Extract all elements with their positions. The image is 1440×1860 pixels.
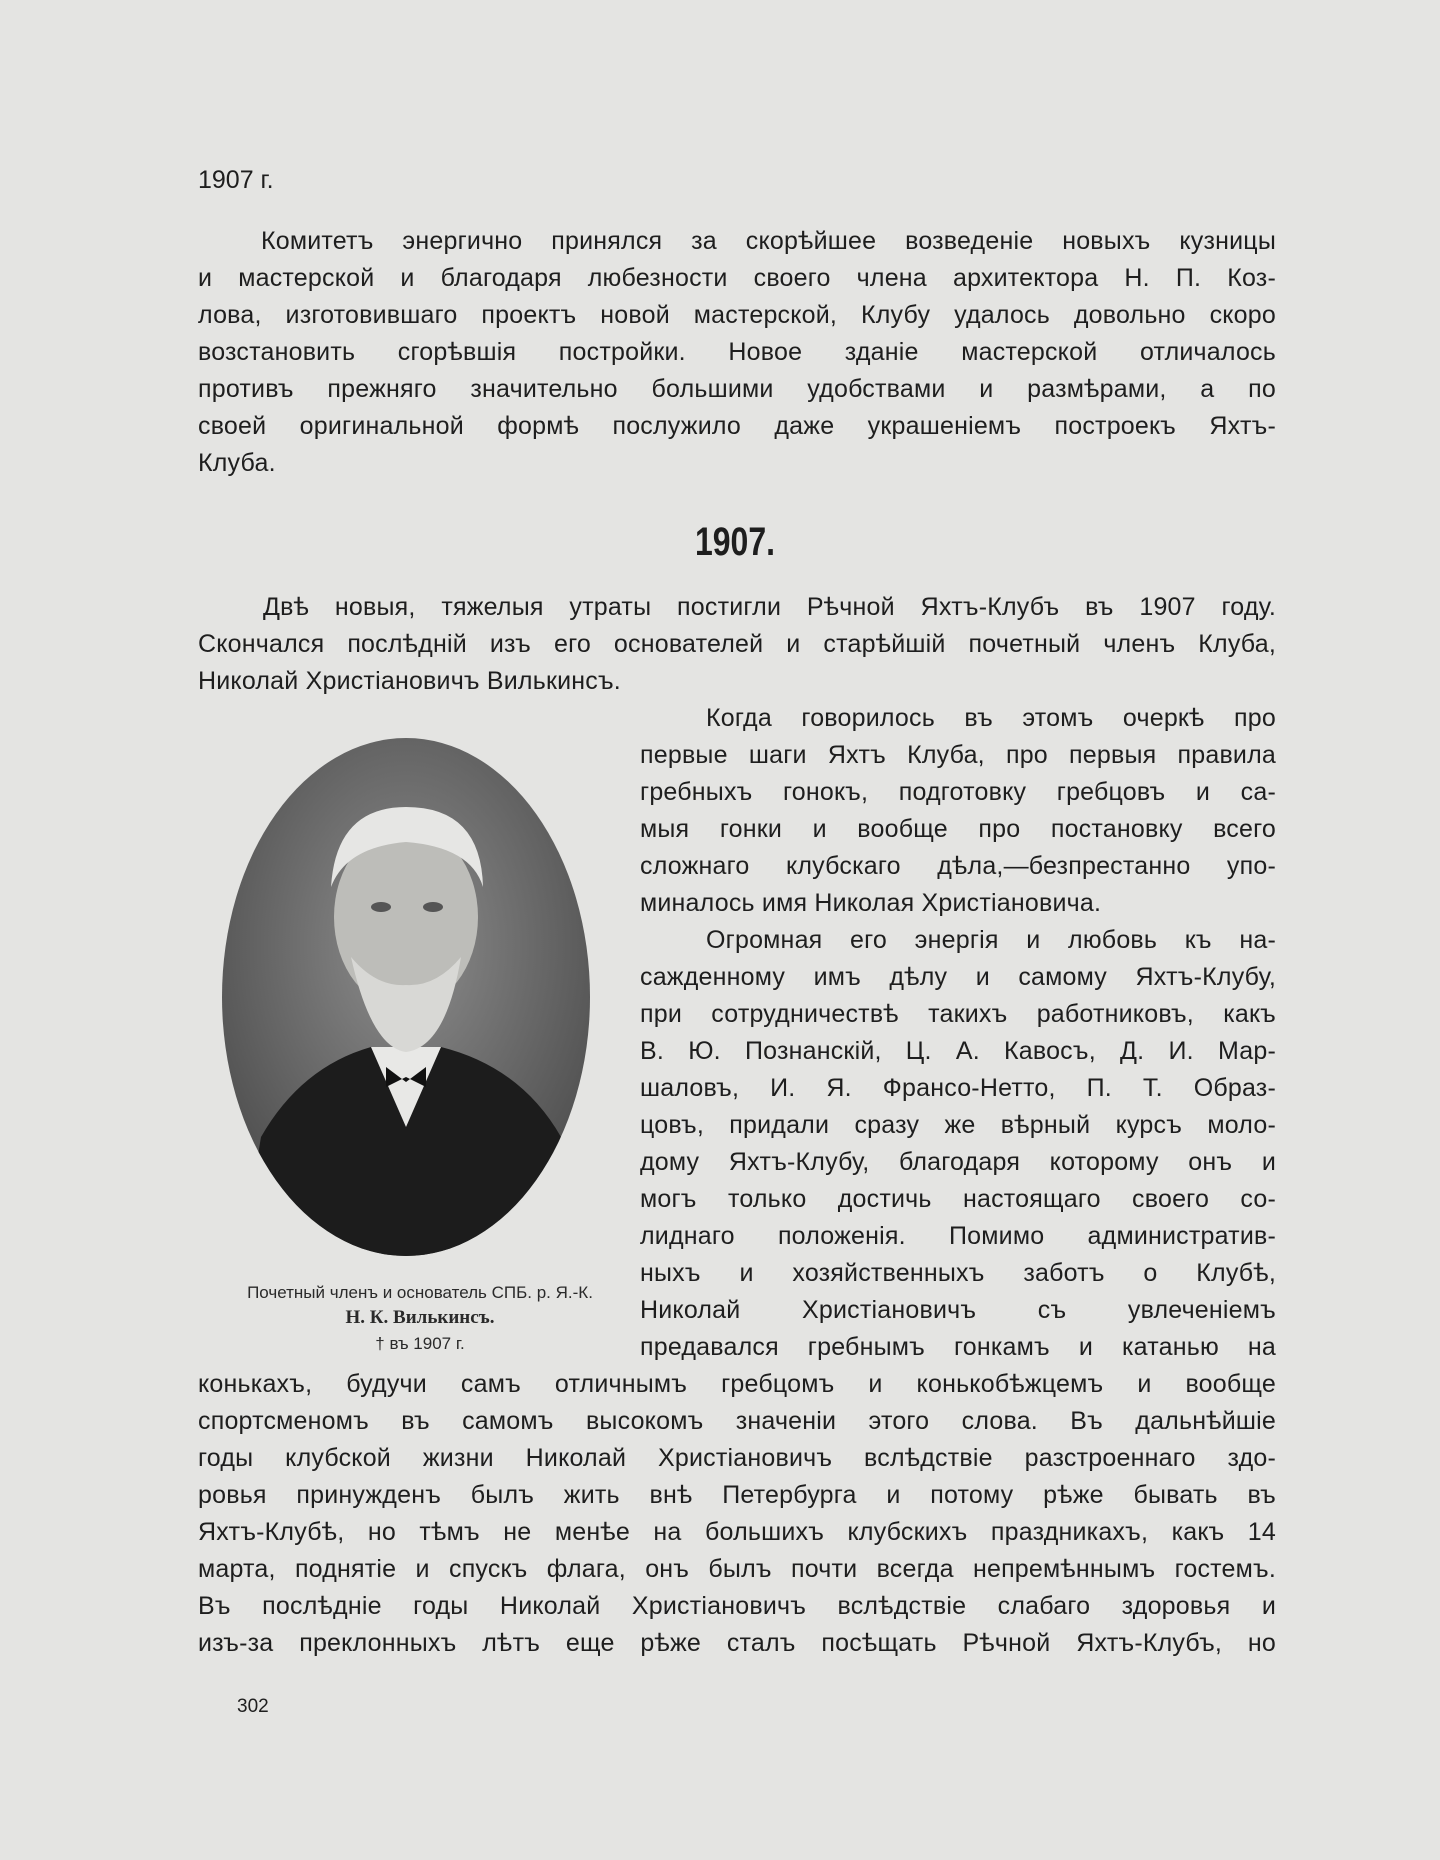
text-line: Комитетъ энергично принялся за скорѣйшее возведенiе новыхъ кузницы: [261, 227, 1276, 255]
text-line: возстановить сгорѣвшiя постройки. Новое зданiе мастерской отличалось: [198, 338, 1276, 366]
text-line: миналось имя Николая Христiановича.: [640, 889, 1102, 917]
photo-caption-died: † въ 1907 г.: [375, 1334, 465, 1353]
text-line: лиднаго положенiя. Помимо административ-: [640, 1222, 1276, 1250]
text-line: шаловъ, И. Я. Франсо-Нетто, П. Т. Образ-: [640, 1074, 1276, 1102]
photo-caption: Почетный членъ и основатель СПБ. р. Я.-К.: [247, 1283, 593, 1302]
text-line: Яхтъ-Клубѣ, но тѣмъ не менѣе на большихъ клубскихъ праздникахъ, какъ 14: [198, 1518, 1276, 1546]
text-line: годы клубской жизни Николай Христiановичъ вслѣдствiе разстроеннаго здо-: [198, 1444, 1276, 1472]
text-line: сажденному имъ дѣлу и самому Яхтъ-Клубу,: [640, 963, 1276, 991]
text-line: ныхъ и хозяйственныхъ заботъ о Клубѣ,: [640, 1259, 1276, 1287]
text-line: Николай Христiановичъ съ увлеченiемъ: [640, 1296, 1276, 1324]
text-line: и мастерской и благодаря любезности своего члена архитектора Н. П. Коз-: [198, 264, 1276, 292]
text-line: Двѣ новыя, тяжелыя утраты постигли Рѣчной Яхтъ-Клубъ въ 1907 году.: [263, 593, 1276, 621]
text-line: могъ только достичь настоящаго своего со-: [640, 1185, 1276, 1213]
photo-caption-name: Н. К. Вилькинсъ.: [345, 1307, 495, 1328]
text-line: изъ-за преклонныхъ лѣтъ еще рѣже сталъ посѣщать Рѣчной Яхтъ-Клубъ, но: [198, 1629, 1276, 1657]
text-line: гребныхъ гонокъ, подготовку гребцовъ и са-: [640, 778, 1276, 806]
text-line: ровья принужденъ былъ жить внѣ Петербурга и потому рѣже бывать въ: [198, 1481, 1276, 1509]
text-line: конькахъ, будучи самъ отличнымъ гребцомъ и конькобѣжцемъ и вообще: [198, 1370, 1276, 1398]
page-number: 302: [237, 1696, 269, 1717]
text-line: цовъ, придали сразу же вѣрный курсъ моло-: [640, 1111, 1276, 1139]
text-line: Когда говорилось въ этомъ очеркѣ про: [706, 704, 1276, 732]
text-line: Скончался послѣднiй изъ его основателей и старѣйшiй почетный членъ Клуба,: [198, 630, 1276, 658]
text-line: своей оригинальной формѣ послужило даже украшенiемъ построекъ Яхтъ-: [198, 412, 1276, 440]
text-line: В. Ю. Познанскiй, Ц. А. Кавосъ, Д. И. Мар-: [640, 1037, 1276, 1065]
portrait-photo: [221, 737, 591, 1257]
text-line: лова, изготовившаго проектъ новой мастерской, Клубу удалось довольно скоро: [198, 301, 1276, 329]
text-line: Николай Христiановичъ Вилькинсъ.: [198, 667, 621, 695]
text-line: предавался гребнымъ гонкамъ и катанью на: [640, 1333, 1276, 1361]
text-line: при сотрудничествѣ такихъ работниковъ, какъ: [640, 1000, 1276, 1028]
text-line: Въ послѣднiе годы Николай Христiановичъ вслѣдствiе слабаго здоровья и: [198, 1592, 1276, 1620]
text-line: Клуба.: [198, 449, 276, 477]
text-line: Огромная его энергiя и любовь къ на-: [706, 926, 1276, 954]
text-line: противъ прежняго значительно большими удобствами и размѣрами, а по: [198, 375, 1276, 403]
running-head: 1907 г.: [198, 166, 274, 194]
section-heading: 1907.: [694, 520, 776, 564]
text-line: спортсменомъ въ самомъ высокомъ значенiи этого слова. Въ дальнѣйшiе: [198, 1407, 1276, 1435]
text-line: мыя гонки и вообще про постановку всего: [640, 815, 1276, 843]
text-line: первые шаги Яхтъ Клуба, про первыя правила: [640, 741, 1276, 769]
text-line: дому Яхтъ-Клубу, благодаря которому онъ и: [640, 1148, 1276, 1176]
text-line: марта, поднятiе и спускъ флага, онъ былъ почти всегда непремѣннымъ гостемъ.: [198, 1555, 1276, 1583]
text-line: сложнаго клубскаго дѣла,—безпрестанно упо-: [640, 852, 1276, 880]
